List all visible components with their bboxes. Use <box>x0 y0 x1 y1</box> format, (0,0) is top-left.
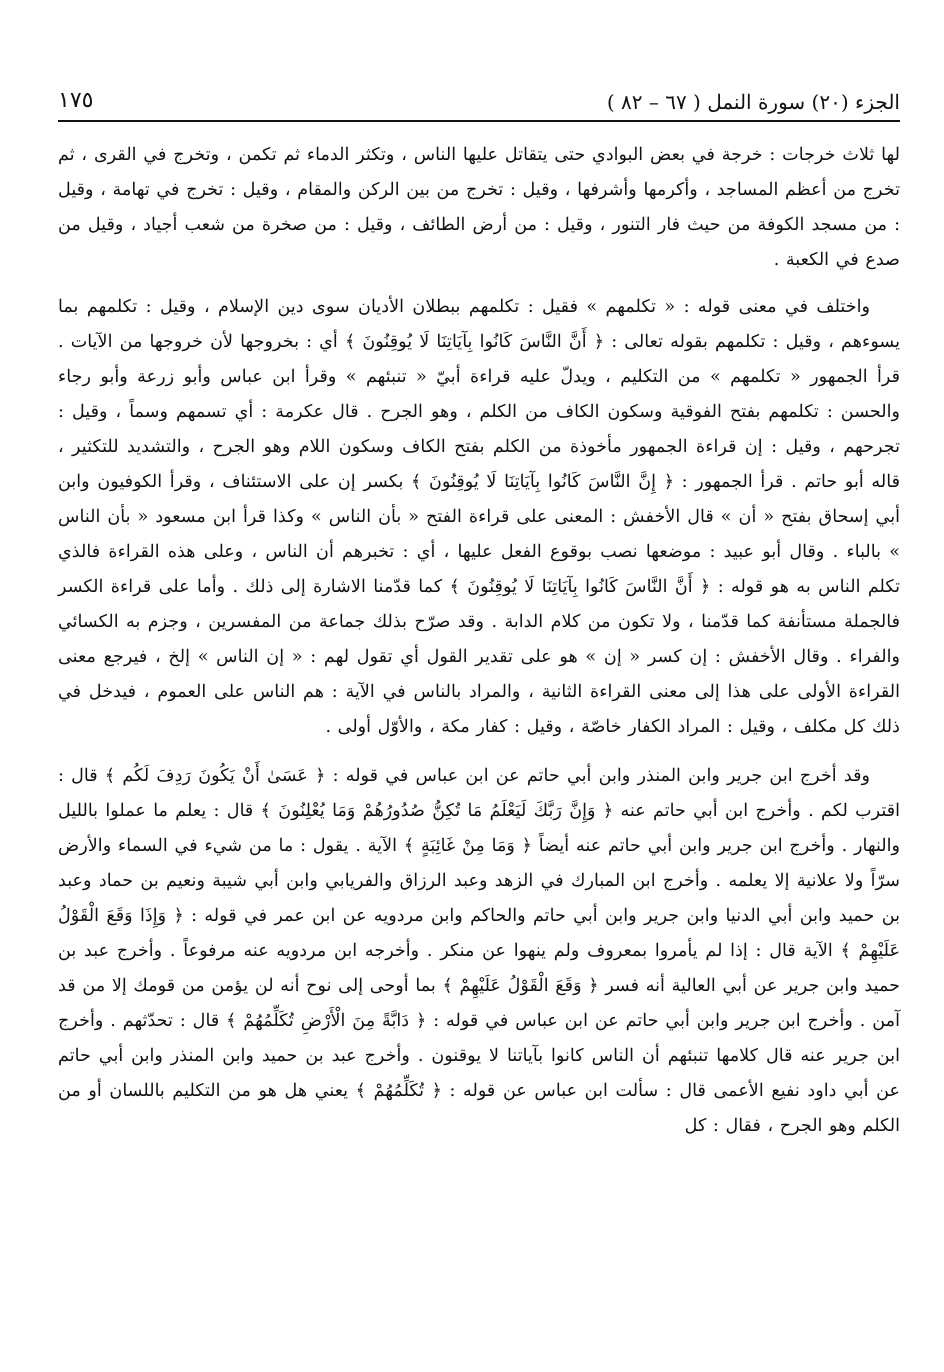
paragraph-dabba-exits: لها ثلاث خرجات : خرجة في بعض البوادي حتى يتقاتل عليها الناس ، وتكثر الدماء ثم تكمن ، وتخرج في القرى ، ثم تخرج من أعظم المساجد ، وأكرمها وأشرفها ، وقيل : تخرج من بين الركن والمقام ، وقيل : تخرج في تهامة ، وقيل : من مسجد الكوفة من حيث فار التنور ، وقيل : من أرض الطائف ، وقيل : من صخرة من شعب أجياد ، وقيل من صدع في الكعبة . <box>58 145 900 270</box>
running-title: الجزء (٢٠) سورة النمل ( ٦٧ – ٨٢ ) <box>606 90 900 114</box>
page-body <box>58 138 900 1144</box>
paragraph-tukallimuhum-meaning: واختلف في معنى قوله : « تكلمهم » فقيل : تكلمهم ببطلان الأديان سوى دين الإسلام ، وقيل : تكلمهم بما يسوءهم ، وقيل : تكلمهم بقوله تعالى : ﴿ أَنَّ النَّاسَ كَانُوا بِآيَاتِنَا لَا يُوقِنُونَ ﴾ أي : بخروجها لأن خروجها من الآيات . قرأ الجمهور « تكلمهم » من التكليم ، ويدلّ عليه قراءة أبيّ « تنبئهم » وقرأ ابن عباس وأبو زرعة وأبو رجاء والحسن : تكلمهم بفتح الفوقية وسكون الكاف من الكلم ، وهو الجرح . قال عكرمة : أي تسمهم وسماً ، وقيل : تجرحهم ، وقيل : إن قراءة الجمهور مأخوذة من الكلم بفتح الكاف وسكون اللام وهو الجرح ، والتشديد للتكثير ، قاله أبو حاتم . قرأ الجمهور : ﴿ إِنَّ النَّاسَ كَانُوا بِآيَاتِنَا لَا يُوقِنُونَ ﴾ بكسر إن على الاستئناف ، وقرأ الكوفيون وابن أبي إسحاق بفتح « أن » قال الأخفش : المعنى على قراءة الفتح « بأن الناس » وكذا قرأ ابن مسعود « بأن الناس » بالباء . وقال أبو عبيد : موضعها نصب بوقوع الفعل عليها ، أي : تخبرهم أن الناس ، وعلى هذه القراءة فالذي تكلم الناس به هو قوله : ﴿ أَنَّ النَّاسَ كَانُوا بِآيَاتِنَا لَا يُوقِنُونَ ﴾ كما قدّمنا الاشارة إلى ذلك . وأما على قراءة الكسر فالجملة مستأنفة كما قدّمنا ، ولا تكون من كلام الدابة . وقد صرّح بذلك جماعة من المفسرين ، وجزم به الكسائي والفراء . وقال الأخفش : إن كسر « إن » هو على تقدير القول أي تقول لهم : « إن الناس » إلخ ، فيرجع معنى القراءة الأولى على هذا إلى معنى القراءة الثانية ، والمراد بالناس في الآية : هم الناس على العموم ، فيدخل في ذلك كل مكلف ، وقيل : المراد الكفار خاصّة ، وقيل : كفار مكة ، والأوّل أولى . <box>58 297 900 737</box>
page-number: ١٧٥ <box>58 88 94 113</box>
page-header <box>58 88 900 122</box>
header-divider <box>58 120 900 122</box>
paragraph-narrations: وقد أخرج ابن جرير وابن المنذر وابن أبي حاتم عن ابن عباس في قوله : ﴿ عَسَىٰ أَنْ يَكُونَ رَدِفَ لَكُم ﴾ قال : اقترب لكم . وأخرج ابن أبي حاتم عنه ﴿ وَإِنَّ رَبَّكَ لَيَعْلَمُ مَا تُكِنُّ صُدُورُهُمْ وَمَا يُعْلِنُونَ ﴾ قال : يعلم ما عملوا بالليل والنهار . وأخرج ابن جرير وابن أبي حاتم عنه أيضاً ﴿ وَمَا مِنْ غَائِبَةٍ ﴾ الآية . يقول : ما من شيء في السماء والأرض سرّاً ولا علانية إلا يعلمه . وأخرج ابن المبارك في الزهد وعبد الرزاق والفريابي وابن أبي شيبة ونعيم بن حماد وعبد بن حميد وابن أبي الدنيا وابن جرير وابن أبي حاتم والحاكم وابن مردويه عن ابن عمر في قوله : ﴿ وَإِذَا وَقَعَ الْقَوْلُ عَلَيْهِمْ ﴾ الآية قال : إذا لم يأمروا بمعروف ولم ينهوا عن منكر . وأخرجه ابن مردويه عنه مرفوعاً . وأخرج عبد بن حميد وابن جرير عن أبي العالية أنه فسر ﴿ وَقَعَ الْقَوْلُ عَلَيْهِمْ ﴾ بما أوحى إلى نوح أنه لن يؤمن من قومك إلا من قد آمن . وأخرج ابن جرير وابن أبي حاتم عن ابن عباس في قوله : ﴿ دَابَّةً مِنَ الْأَرْضِ تُكَلِّمُهُمْ ﴾ قال : تحدّثهم . وأخرج ابن جرير عنه قال كلامها تنبئهم أن الناس كانوا بآياتنا لا يوقنون . وأخرج عبد بن حميد وابن المنذر وابن أبي حاتم عن أبي داود نفيع الأعمى قال : سألت ابن عباس عن قوله : ﴿ تُكَلِّمُهُمْ ﴾ يعني هل هو من التكليم باللسان أو من الكلم وهو الجرح ، فقال : كل <box>58 766 900 1136</box>
